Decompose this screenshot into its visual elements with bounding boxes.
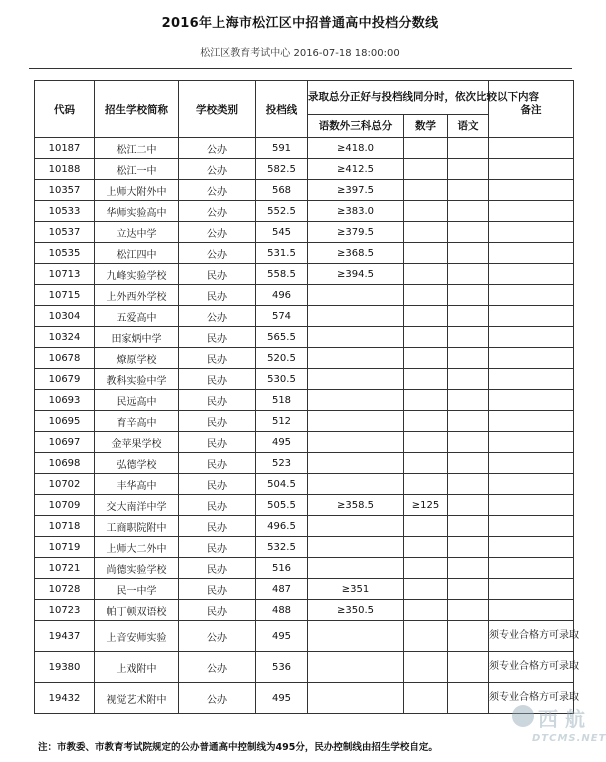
cell-three-subject-total: ≥350.5 bbox=[308, 600, 404, 621]
divider bbox=[29, 68, 572, 69]
cell-school-type: 民办 bbox=[179, 285, 256, 306]
cell-school-type: 民办 bbox=[179, 516, 256, 537]
cell-school-type: 民办 bbox=[179, 348, 256, 369]
watermark-domain: DTCMS.NET bbox=[532, 733, 606, 744]
cell-chinese bbox=[448, 432, 489, 453]
cell-chinese bbox=[448, 579, 489, 600]
cell-cutoff-score: 574 bbox=[256, 306, 308, 327]
cell-code: 10693 bbox=[35, 390, 95, 411]
cell-three-subject-total bbox=[308, 306, 404, 327]
cell-school-name: 上外西外学校 bbox=[95, 285, 179, 306]
cell-code: 10709 bbox=[35, 495, 95, 516]
cell-cutoff-score: 552.5 bbox=[256, 201, 308, 222]
table-row bbox=[35, 600, 574, 621]
cell-three-subject-total: ≥397.5 bbox=[308, 180, 404, 201]
cell-cutoff-score: 518 bbox=[256, 390, 308, 411]
cell-school-type: 民办 bbox=[179, 495, 256, 516]
cell-school-type: 公办 bbox=[179, 222, 256, 243]
cell-chinese bbox=[448, 495, 489, 516]
cell-three-subject-total bbox=[308, 516, 404, 537]
cell-math bbox=[404, 390, 448, 411]
cell-three-subject-total bbox=[308, 390, 404, 411]
cell-chinese bbox=[448, 453, 489, 474]
cell-three-subject-total bbox=[308, 348, 404, 369]
cell-remark bbox=[489, 369, 574, 390]
cell-remark: 须专业合格方可录取 bbox=[489, 683, 574, 714]
header-cutoff-score: 投档线 bbox=[256, 81, 308, 138]
cell-cutoff-score: 591 bbox=[256, 138, 308, 159]
cell-school-name: 金苹果学校 bbox=[95, 432, 179, 453]
cell-math bbox=[404, 474, 448, 495]
cell-cutoff-score: 496.5 bbox=[256, 516, 308, 537]
cell-cutoff-score: 504.5 bbox=[256, 474, 308, 495]
cell-remark bbox=[489, 516, 574, 537]
cell-cutoff-score: 495 bbox=[256, 432, 308, 453]
cell-code: 10537 bbox=[35, 222, 95, 243]
cell-school-type: 民办 bbox=[179, 537, 256, 558]
page-subtitle: 松江区教育考试中心 2016-07-18 18:00:00 bbox=[200, 48, 400, 59]
table-row bbox=[35, 327, 574, 348]
cell-school-type: 民办 bbox=[179, 369, 256, 390]
cell-three-subject-total bbox=[308, 453, 404, 474]
cell-code: 10357 bbox=[35, 180, 95, 201]
cell-code: 19437 bbox=[35, 621, 95, 652]
cell-math bbox=[404, 453, 448, 474]
table-row bbox=[35, 138, 574, 159]
cell-school-name: 视觉艺术附中 bbox=[95, 683, 179, 714]
cell-school-type: 公办 bbox=[179, 683, 256, 714]
cell-chinese bbox=[448, 516, 489, 537]
cell-school-type: 民办 bbox=[179, 432, 256, 453]
cell-chinese bbox=[448, 474, 489, 495]
cell-school-name: 上师大二外中 bbox=[95, 537, 179, 558]
cell-math: ≥125 bbox=[404, 495, 448, 516]
cell-remark bbox=[489, 285, 574, 306]
cell-math bbox=[404, 432, 448, 453]
cell-cutoff-score: 505.5 bbox=[256, 495, 308, 516]
cell-three-subject-total bbox=[308, 683, 404, 714]
cell-school-name: 上师大附外中 bbox=[95, 180, 179, 201]
header-school-type: 学校类别 bbox=[179, 81, 256, 138]
cell-code: 10702 bbox=[35, 474, 95, 495]
header-math: 数学 bbox=[404, 114, 448, 137]
cell-three-subject-total bbox=[308, 285, 404, 306]
cell-cutoff-score: 495 bbox=[256, 621, 308, 652]
cell-code: 10698 bbox=[35, 453, 95, 474]
cell-math bbox=[404, 579, 448, 600]
cell-cutoff-score: 565.5 bbox=[256, 327, 308, 348]
cell-cutoff-score: 582.5 bbox=[256, 159, 308, 180]
header-tiebreak: 录取总分正好与投档线同分时，依次比较以下内容 bbox=[308, 81, 489, 115]
cell-three-subject-total: ≥394.5 bbox=[308, 264, 404, 285]
cell-code: 10697 bbox=[35, 432, 95, 453]
cell-school-type: 民办 bbox=[179, 327, 256, 348]
site-watermark bbox=[512, 703, 606, 753]
cell-school-name: 育辛高中 bbox=[95, 411, 179, 432]
cell-code: 10304 bbox=[35, 306, 95, 327]
cell-chinese bbox=[448, 348, 489, 369]
cell-math bbox=[404, 264, 448, 285]
cell-chinese bbox=[448, 138, 489, 159]
cell-remark bbox=[489, 222, 574, 243]
table-row bbox=[35, 683, 574, 714]
cell-school-type: 公办 bbox=[179, 180, 256, 201]
cell-remark bbox=[489, 537, 574, 558]
cell-three-subject-total bbox=[308, 537, 404, 558]
cell-three-subject-total: ≥351 bbox=[308, 579, 404, 600]
table-row bbox=[35, 537, 574, 558]
cell-school-name: 尚德实验学校 bbox=[95, 558, 179, 579]
cell-remark bbox=[489, 600, 574, 621]
cell-chinese bbox=[448, 369, 489, 390]
cell-math bbox=[404, 222, 448, 243]
cell-school-type: 公办 bbox=[179, 201, 256, 222]
cell-school-type: 民办 bbox=[179, 411, 256, 432]
cell-school-name: 燎原学校 bbox=[95, 348, 179, 369]
cell-math bbox=[404, 516, 448, 537]
cell-math bbox=[404, 600, 448, 621]
cell-remark bbox=[489, 159, 574, 180]
cell-school-name: 弘德学校 bbox=[95, 453, 179, 474]
cell-school-type: 民办 bbox=[179, 600, 256, 621]
cell-remark bbox=[489, 348, 574, 369]
cell-three-subject-total bbox=[308, 411, 404, 432]
cell-school-type: 公办 bbox=[179, 652, 256, 683]
cell-math bbox=[404, 348, 448, 369]
cell-three-subject-total bbox=[308, 558, 404, 579]
table-row bbox=[35, 474, 574, 495]
cell-cutoff-score: 523 bbox=[256, 453, 308, 474]
cell-school-name: 松江二中 bbox=[95, 138, 179, 159]
score-table bbox=[34, 80, 580, 714]
cell-remark bbox=[489, 138, 574, 159]
cell-remark bbox=[489, 432, 574, 453]
cell-remark bbox=[489, 201, 574, 222]
cell-code: 19432 bbox=[35, 683, 95, 714]
cell-cutoff-score: 496 bbox=[256, 285, 308, 306]
cell-math bbox=[404, 652, 448, 683]
cell-math bbox=[404, 285, 448, 306]
cell-remark bbox=[489, 453, 574, 474]
cell-remark bbox=[489, 327, 574, 348]
cell-school-type: 公办 bbox=[179, 621, 256, 652]
footnote: 注：市教委、市教育考试院规定的公办普通高中控制线为495分，民办控制线由招生学校自定。 bbox=[38, 742, 438, 753]
cell-code: 10188 bbox=[35, 159, 95, 180]
cell-school-type: 民办 bbox=[179, 558, 256, 579]
cell-remark bbox=[489, 474, 574, 495]
cell-three-subject-total bbox=[308, 621, 404, 652]
cell-remark bbox=[489, 243, 574, 264]
table-row bbox=[35, 159, 574, 180]
cell-chinese bbox=[448, 243, 489, 264]
cell-school-name: 帕丁顿双语校 bbox=[95, 600, 179, 621]
cell-code: 10324 bbox=[35, 327, 95, 348]
cell-code: 10721 bbox=[35, 558, 95, 579]
cell-school-name: 田家炳中学 bbox=[95, 327, 179, 348]
cell-three-subject-total: ≥379.5 bbox=[308, 222, 404, 243]
cell-code: 10533 bbox=[35, 201, 95, 222]
cell-school-name: 交大南洋中学 bbox=[95, 495, 179, 516]
cell-cutoff-score: 545 bbox=[256, 222, 308, 243]
cell-code: 10723 bbox=[35, 600, 95, 621]
cell-chinese bbox=[448, 159, 489, 180]
cell-chinese bbox=[448, 683, 489, 714]
cell-school-name: 丰华高中 bbox=[95, 474, 179, 495]
cell-code: 10728 bbox=[35, 579, 95, 600]
cell-cutoff-score: 520.5 bbox=[256, 348, 308, 369]
cell-three-subject-total bbox=[308, 474, 404, 495]
cell-cutoff-score: 532.5 bbox=[256, 537, 308, 558]
cell-chinese bbox=[448, 180, 489, 201]
table-row bbox=[35, 652, 574, 683]
cell-cutoff-score: 536 bbox=[256, 652, 308, 683]
cell-remark bbox=[489, 558, 574, 579]
cell-cutoff-score: 558.5 bbox=[256, 264, 308, 285]
table-row bbox=[35, 369, 574, 390]
cell-school-name: 五爱高中 bbox=[95, 306, 179, 327]
cell-school-name: 教科实验中学 bbox=[95, 369, 179, 390]
cell-school-type: 民办 bbox=[179, 453, 256, 474]
cell-cutoff-score: 495 bbox=[256, 683, 308, 714]
cell-school-type: 公办 bbox=[179, 306, 256, 327]
cell-school-type: 公办 bbox=[179, 243, 256, 264]
cell-cutoff-score: 516 bbox=[256, 558, 308, 579]
cell-three-subject-total: ≥383.0 bbox=[308, 201, 404, 222]
cell-chinese bbox=[448, 600, 489, 621]
cell-three-subject-total bbox=[308, 432, 404, 453]
table-row bbox=[35, 621, 574, 652]
cell-school-name: 民远高中 bbox=[95, 390, 179, 411]
cell-three-subject-total: ≥418.0 bbox=[308, 138, 404, 159]
table-row bbox=[35, 222, 574, 243]
cell-chinese bbox=[448, 621, 489, 652]
cell-remark: 须专业合格方可录取 bbox=[489, 621, 574, 652]
cell-cutoff-score: 530.5 bbox=[256, 369, 308, 390]
cell-three-subject-total: ≥368.5 bbox=[308, 243, 404, 264]
cell-school-name: 九峰实验学校 bbox=[95, 264, 179, 285]
cell-school-name: 上音安师实验 bbox=[95, 621, 179, 652]
cell-math bbox=[404, 327, 448, 348]
cell-cutoff-score: 487 bbox=[256, 579, 308, 600]
cell-math bbox=[404, 369, 448, 390]
cell-three-subject-total: ≥358.5 bbox=[308, 495, 404, 516]
cell-chinese bbox=[448, 306, 489, 327]
cell-cutoff-score: 488 bbox=[256, 600, 308, 621]
cell-chinese bbox=[448, 558, 489, 579]
cell-school-name: 立达中学 bbox=[95, 222, 179, 243]
cell-school-name: 工商职院附中 bbox=[95, 516, 179, 537]
cell-math bbox=[404, 558, 448, 579]
header-school-name: 招生学校简称 bbox=[95, 81, 179, 138]
cell-chinese bbox=[448, 327, 489, 348]
table-row bbox=[35, 516, 574, 537]
cell-math bbox=[404, 243, 448, 264]
table-row bbox=[35, 285, 574, 306]
cell-three-subject-total: ≥412.5 bbox=[308, 159, 404, 180]
cell-math bbox=[404, 683, 448, 714]
cell-remark bbox=[489, 411, 574, 432]
cell-chinese bbox=[448, 264, 489, 285]
table-row bbox=[35, 264, 574, 285]
table-row bbox=[35, 390, 574, 411]
cell-code: 10715 bbox=[35, 285, 95, 306]
cell-chinese bbox=[448, 222, 489, 243]
header-remark: 备注 bbox=[489, 81, 574, 138]
header-three-subject-total: 语数外三科总分 bbox=[308, 114, 404, 137]
cell-school-type: 民办 bbox=[179, 390, 256, 411]
cell-code: 19380 bbox=[35, 652, 95, 683]
cell-code: 10718 bbox=[35, 516, 95, 537]
table-row bbox=[35, 579, 574, 600]
cell-school-type: 民办 bbox=[179, 579, 256, 600]
cell-three-subject-total bbox=[308, 327, 404, 348]
table-row bbox=[35, 495, 574, 516]
watermark-text: 西 航 bbox=[538, 707, 585, 731]
cell-remark bbox=[489, 390, 574, 411]
table-row bbox=[35, 306, 574, 327]
cell-school-type: 民办 bbox=[179, 474, 256, 495]
watermark-logo-icon bbox=[512, 705, 534, 727]
cell-chinese bbox=[448, 390, 489, 411]
cell-math bbox=[404, 306, 448, 327]
cell-school-type: 公办 bbox=[179, 138, 256, 159]
cell-code: 10719 bbox=[35, 537, 95, 558]
cell-school-name: 松江四中 bbox=[95, 243, 179, 264]
cell-code: 10678 bbox=[35, 348, 95, 369]
cell-school-name: 上戏附中 bbox=[95, 652, 179, 683]
cell-remark bbox=[489, 579, 574, 600]
cell-school-name: 民一中学 bbox=[95, 579, 179, 600]
cell-school-name: 松江一中 bbox=[95, 159, 179, 180]
cell-math bbox=[404, 159, 448, 180]
cell-math bbox=[404, 138, 448, 159]
cell-school-name: 华师实验高中 bbox=[95, 201, 179, 222]
cell-code: 10679 bbox=[35, 369, 95, 390]
table-row bbox=[35, 453, 574, 474]
table-row bbox=[35, 201, 574, 222]
cell-math bbox=[404, 201, 448, 222]
cell-chinese bbox=[448, 652, 489, 683]
header-chinese: 语文 bbox=[448, 114, 489, 137]
table-row bbox=[35, 558, 574, 579]
cell-code: 10713 bbox=[35, 264, 95, 285]
cell-math bbox=[404, 180, 448, 201]
cell-remark bbox=[489, 264, 574, 285]
cell-math bbox=[404, 621, 448, 652]
cell-remark bbox=[489, 495, 574, 516]
cell-code: 10535 bbox=[35, 243, 95, 264]
cell-remark bbox=[489, 306, 574, 327]
cell-three-subject-total bbox=[308, 369, 404, 390]
cell-remark bbox=[489, 180, 574, 201]
cell-chinese bbox=[448, 201, 489, 222]
cell-three-subject-total bbox=[308, 652, 404, 683]
table-row bbox=[35, 348, 574, 369]
cell-math bbox=[404, 537, 448, 558]
cell-cutoff-score: 568 bbox=[256, 180, 308, 201]
cell-code: 10187 bbox=[35, 138, 95, 159]
table-row bbox=[35, 243, 574, 264]
header-code: 代码 bbox=[35, 81, 95, 138]
cell-school-type: 民办 bbox=[179, 264, 256, 285]
table-row bbox=[35, 180, 574, 201]
page-title: 2016年上海市松江区中招普通高中投档分数线 bbox=[161, 16, 439, 31]
cell-school-type: 公办 bbox=[179, 159, 256, 180]
cell-cutoff-score: 531.5 bbox=[256, 243, 308, 264]
cell-math bbox=[404, 411, 448, 432]
table-row bbox=[35, 411, 574, 432]
table-row bbox=[35, 432, 574, 453]
cell-chinese bbox=[448, 537, 489, 558]
cell-cutoff-score: 512 bbox=[256, 411, 308, 432]
cell-remark: 须专业合格方可录取 bbox=[489, 652, 574, 683]
cell-chinese bbox=[448, 411, 489, 432]
cell-code: 10695 bbox=[35, 411, 95, 432]
cell-chinese bbox=[448, 285, 489, 306]
